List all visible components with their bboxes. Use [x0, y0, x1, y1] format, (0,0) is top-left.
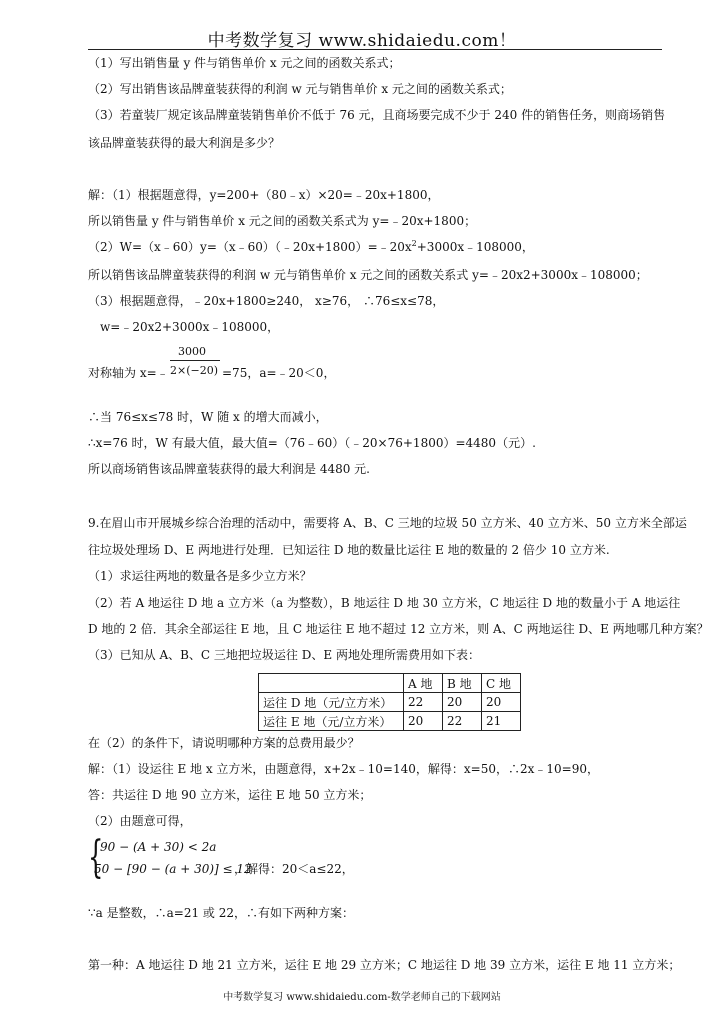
table-cell: 20	[443, 693, 482, 712]
question-line: 该品牌童装获得的最大利润是多少？	[88, 136, 281, 150]
table-cell: 运往 E 地（元/立方米）	[259, 712, 404, 731]
table-header-cell: A 地	[404, 674, 443, 693]
solution-text: （2）W=（x﹣60）y=（x﹣60）（﹣20x+1800）=﹣20x	[88, 240, 412, 254]
solution-line: 解：（1）设运往 E 地 x 立方米，由题意得，x+2x﹣10=140，解得：x=50，∴2x﹣10=90，	[88, 762, 599, 776]
page-footer: 中考数学复习 www.shidaiedu.com-数学老师自己的下载网站	[223, 992, 501, 1003]
inequality-line: 50 − [90 − (a + 30)] ≤ 12	[94, 862, 252, 876]
exponent: 2	[411, 239, 417, 248]
problem-line: 往垃圾处理场 D、E 两地进行处理．已知运往 D 地的数量比运往 E 地的数量的 2 倍少 10 立方米.	[88, 543, 610, 557]
problem-line: 在（2）的条件下，请说明哪种方案的总费用最少？	[88, 736, 360, 750]
solution-line: =75，a=﹣20＜0，	[222, 366, 336, 380]
problem-line: D 地的 2 倍．其余全部运往 E 地，且 C 地运往 E 地不超过 12 立方米，则 A、C 两地运往 D、E 两地哪几种方案？	[88, 622, 709, 636]
question-line: （3）若童装厂规定该品牌童装销售单价不低于 76 元，且商场要完成不少于 240 件的销售任务，则商场销售	[88, 108, 666, 122]
table-cell: 22	[404, 693, 443, 712]
table-header-row	[259, 674, 521, 693]
solution-line: （2）由题意可得，	[88, 814, 192, 828]
solution-line: ∴当 76≤x≤78 时，W 随 x 的增大而减小，	[88, 410, 328, 424]
solution-line: 第一种：A 地运往 D 地 21 立方米，运往 E 地 29 立方米；C 地运往 D 地 39 立方米，运往 E 地 11 立方米；	[88, 958, 681, 972]
table-cell: 21	[482, 712, 521, 731]
solution-line: 所以销售量 y 件与销售单价 x 元之间的函数关系式为 y=﹣20x+1800；	[88, 214, 477, 228]
cost-table	[258, 673, 521, 731]
solution-line: 对称轴为 x=﹣	[88, 366, 169, 380]
problem-line: （2）若 A 地运往 D 地 a 立方米（a 为整数），B 地运往 D 地 30 立方米，C 地运往 D 地的数量小于 A 地运往	[88, 596, 681, 610]
table-header-cell	[259, 674, 404, 693]
header-divider	[88, 49, 662, 50]
solution-line: ∴x=76 时，W 有最大值，最大值=（76﹣60）（﹣20×76+1800）=4480（元）.	[88, 436, 536, 450]
table-cell: 20	[482, 693, 521, 712]
table-row	[259, 693, 521, 712]
inequality-line: 90 − (A + 30) < 2a	[100, 840, 217, 854]
table-cell: 运往 D 地（元/立方米）	[259, 693, 404, 712]
solution-line: 所以商场销售该品牌童装获得的最大利润是 4480 元.	[88, 462, 370, 476]
question-line: （1）写出销售量 y 件与销售单价 x 元之间的函数关系式；	[88, 56, 401, 70]
solution-line	[88, 240, 534, 254]
problem-line: （3）已知从 A、B、C 三地把垃圾运往 D、E 两地处理所需费用如下表：	[88, 648, 480, 662]
solution-line: 解：（1）根据题意得，y=200+（80﹣x）×20=﹣20x+1800，	[88, 188, 440, 202]
system-brace: {	[88, 832, 104, 883]
question-line: （2）写出销售该品牌童装获得的利润 w 元与销售单价 x 元之间的函数关系式；	[88, 82, 512, 96]
solution-line: 所以销售该品牌童装获得的利润 w 元与销售单价 x 元之间的函数关系式 y=﹣20x2+3000x﹣108000；	[88, 268, 648, 282]
table-header-cell: C 地	[482, 674, 521, 693]
table-header-cell: B 地	[443, 674, 482, 693]
solution-line: ，解得：20＜a≤22，	[234, 862, 354, 876]
solution-line: （3）根据题意得，﹣20x+1800≥240， x≥76， ∴76≤x≤78，	[88, 294, 445, 308]
fraction-numerator: 3000	[178, 345, 206, 358]
table-cell: 20	[404, 712, 443, 731]
fraction-bar	[170, 360, 220, 361]
solution-text: +3000x﹣108000，	[416, 240, 534, 254]
solution-line: ∵a 是整数，∴a=21 或 22，∴有如下两种方案：	[88, 906, 354, 920]
fraction-denominator: 2×(−20)	[170, 364, 219, 377]
table-cell: 22	[443, 712, 482, 731]
table-row	[259, 712, 521, 731]
page-header: 中考数学复习 www.shidaiedu.com！	[207, 31, 517, 51]
solution-line: w=﹣20x2+3000x﹣108000，	[100, 320, 280, 334]
problem-line: 9.在眉山市开展城乡综合治理的活动中，需要将 A、B、C 三地的垃圾 50 立方米、40 立方米、50 立方米全部运	[88, 516, 687, 530]
solution-line: 答：共运往 D 地 90 立方米，运往 E 地 50 立方米；	[88, 788, 372, 802]
problem-line: （1）求运往两地的数量各是多少立方米？	[88, 569, 312, 583]
